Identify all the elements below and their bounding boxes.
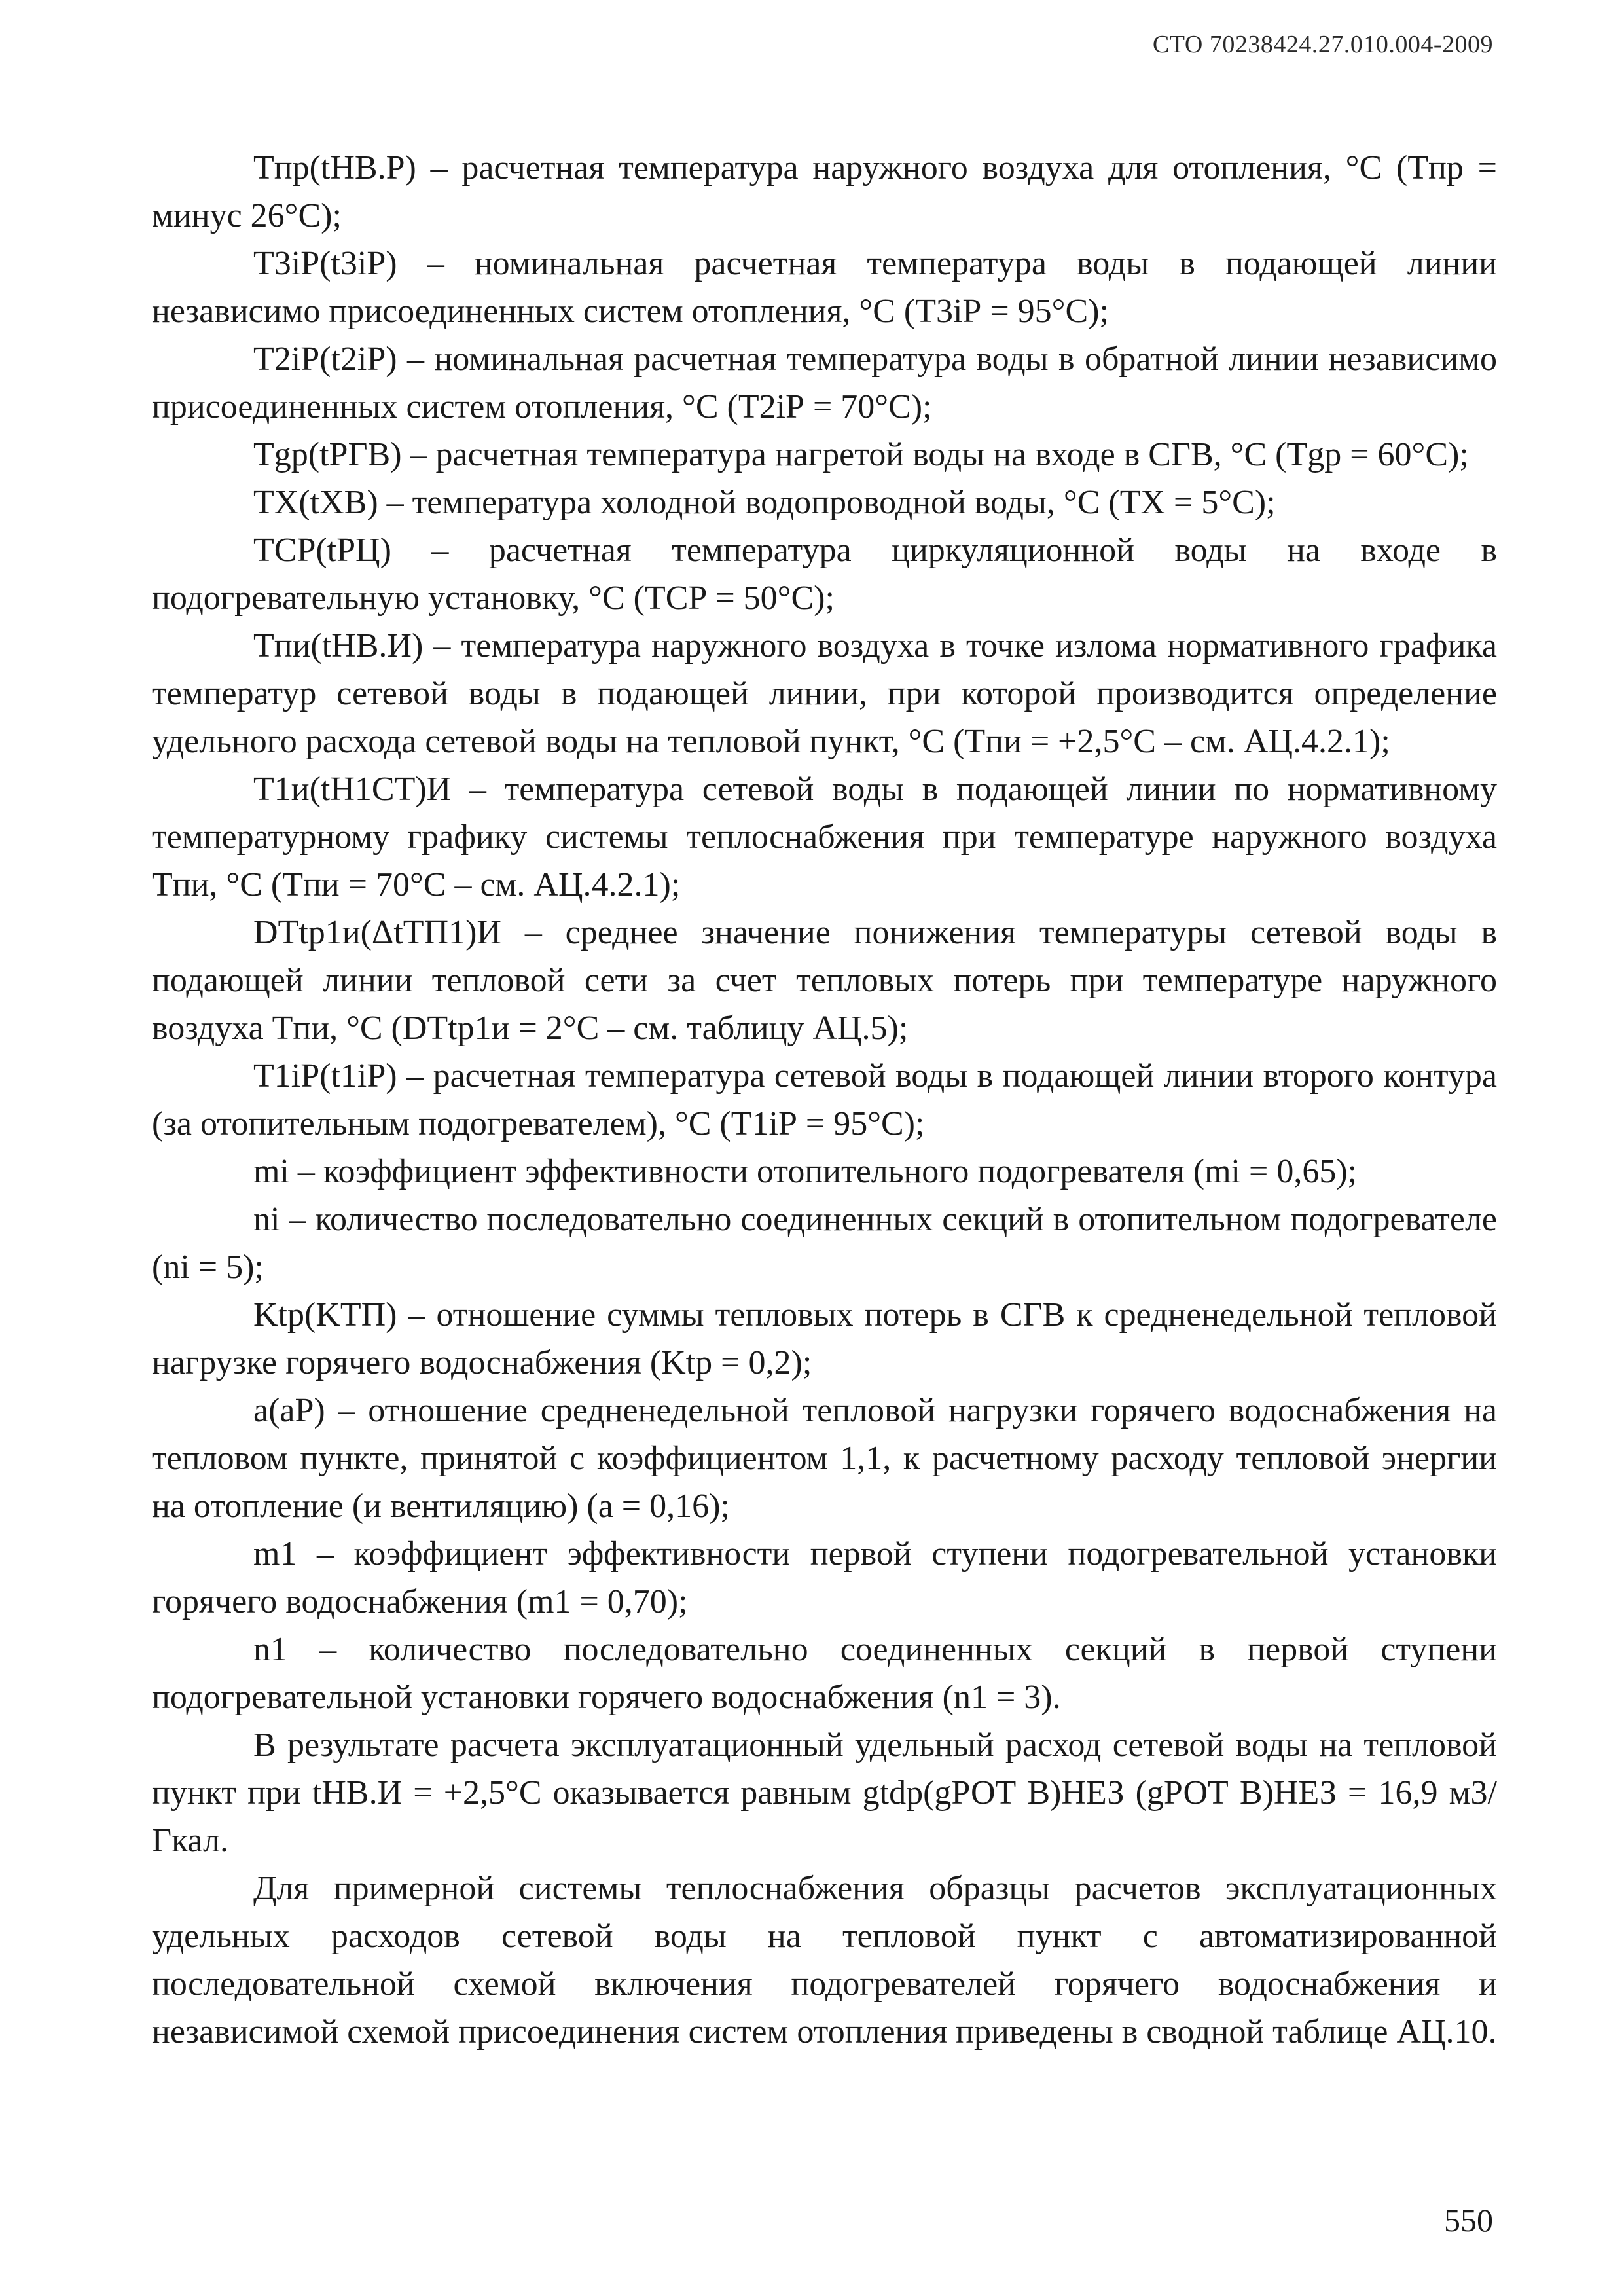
document-code: СТО 70238424.27.010.004-2009	[1152, 31, 1493, 58]
paragraph: DTtр1и(ΔtТП1)И – среднее значение понижения температуры сетевой воды в подающей линии тепловой сети за счет тепловых потерь при температуре наружного воздуха Tпи, °С (DTtр1и = 2°С – см. таблицу АЦ.5);	[152, 914, 1497, 1047]
paragraph: a(aР) – отношение средненедельной тепловой нагрузки горячего водоснабжения на тепловом пункте, принятой с коэффициентом 1,1, к расчетному расходу тепловой энергии на отопление (и вентиляцию) (a = 0,16);	[152, 1392, 1497, 1525]
paragraph: TСР(tРЦ) – расчетная температура циркуляционной воды на входе в подогревательную установку, °С (TСР = 50°С);	[152, 532, 1497, 617]
paragraph: n1 – количество последовательно соединенных секций в первой ступени подогревательной установки горячего водоснабжения (n1 = 3).	[152, 1631, 1497, 1716]
paragraph: ni – количество последовательно соединенных секций в отопительном подогревателе (ni = 5);	[152, 1201, 1497, 1286]
paragraph: Ktр(KТП) – отношение суммы тепловых потерь в СГВ к средненедельной тепловой нагрузке горячего водоснабжения (Ktр = 0,2);	[152, 1296, 1497, 1381]
paragraph: Для примерной системы теплоснабжения образцы расчетов эксплуатационных удельных расходов сетевой воды на тепловой пункт с автоматизированной последовательной схемой включения подогревателей горячего водоснабжения и независимой схемой присоединения систем отопления приведены в сводной таблице АЦ.10.	[152, 1870, 1497, 2050]
paragraph: T2iР(t2iР) – номинальная расчетная температура воды в обратной линии независимо присоединенных систем отопления, °С (T2iР = 70°С);	[152, 340, 1497, 426]
paragraph: T3iР(t3iР) – номинальная расчетная температура воды в подающей линии независимо присоединенных систем отопления, °С (T3iР = 95°С);	[152, 245, 1497, 330]
paragraph: Tпр(tНВ.Р) – расчетная температура наружного воздуха для отопления, °С (Tпр = минус 26°С);	[152, 149, 1497, 234]
paragraph: TX(tXВ) – температура холодной водопроводной воды, °С (TX = 5°С);	[253, 484, 1276, 521]
paragraph: T1и(tН1СТ)И – температура сетевой воды в подающей линии по нормативному температурному графику системы теплоснабжения при температуре наружного воздуха Tпи, °С (Tпи = 70°С – см. АЦ.4.2.1);	[152, 771, 1497, 903]
paragraph: T1iР(t1iР) – расчетная температура сетевой воды в подающей линии второго контура (за отопительным подогревателем), °С (T1iР = 95°С);	[152, 1057, 1497, 1142]
paragraph: mi – коэффициент эффективности отопительного подогревателя (mi = 0,65);	[253, 1153, 1358, 1190]
page-number: 550	[1444, 2202, 1493, 2238]
document-body	[152, 144, 1497, 2056]
paragraph: m1 – коэффициент эффективности первой ступени подогревательной установки горячего водоснабжения (m1 = 0,70);	[152, 1535, 1497, 1620]
paragraph: Tgр(tРГВ) – расчетная температура нагретой воды на входе в СГВ, °С (Tgр = 60°С);	[253, 436, 1469, 473]
paragraph: Tпи(tНВ.И) – температура наружного воздуха в точке излома нормативного графика температур сетевой воды в подающей линии, при которой производится определение удельного расхода сетевой воды на тепловой пункт, °С (Tпи = +2,5°С – см. АЦ.4.2.1);	[152, 627, 1497, 760]
paragraph: В результате расчета эксплуатационный удельный расход сетевой воды на тепловой пункт при tНВ.И = +2,5°С оказывается равным gtdp(gРОТ В)НЕЗ (gРОТ В)НЕЗ = 16,9 м3/Гкал.	[152, 1726, 1497, 1859]
